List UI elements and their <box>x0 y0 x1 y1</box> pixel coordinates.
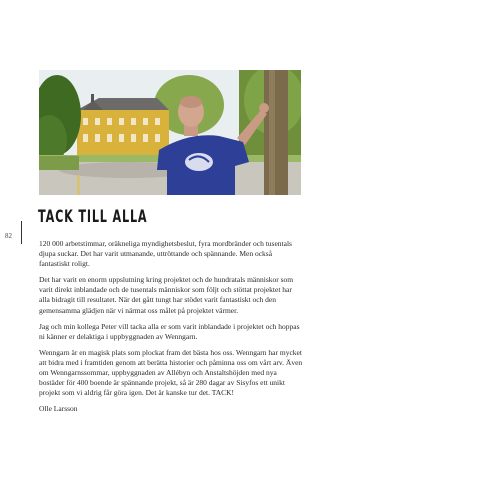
page-title: TACK TILL ALLA <box>38 207 148 226</box>
paragraph: Wenngarn är en magisk plats som plockat fram det bästa hos oss. Wenngarn har mycket att bidra med i framtiden genom att berätta historier och påminna oss om vårt arv. Även om Wenngarnssommar, uppbyggnaden av Allébyn och Anstaltshöjden med nya bostäder för 400 boende är spännande projekt, så är 280 dagar av Sisyfos ett unikt projekt som vi aldrig får göra igen. Det är kanske tur det. TACK! <box>39 347 303 398</box>
body-text <box>39 239 304 420</box>
page-number: 82 <box>5 232 12 240</box>
photo-man-by-tree-with-castle <box>39 70 301 195</box>
paragraph: Jag och min kollega Peter vill tacka alla er som varit inblandade i projektet och hoppas ni känner er delaktiga i uppbyggnaden av Wenngarn. <box>39 321 300 341</box>
paragraph: Det har varit en enorm uppslutning kring projektet och de hundratals människor som varit direkt inblandade och de tusentals människor som följt och stöttat projektet har alla bidragit till resultatet. När det gått tungt har stödet varit fantastiskt och den gemensamma glädjen när vi närmat oss målet på projektet värmer. <box>39 275 294 315</box>
signature: Olle Larsson <box>39 404 78 414</box>
paragraph: 120 000 arbetstimmar, oräkneliga myndighetsbeslut, fyra mordbränder och tusentals djupa suckar. Det har varit utmanande, uttröttande och spännande. Men också fantastiskt roligt. <box>39 239 292 269</box>
page-number-rule <box>21 221 22 244</box>
